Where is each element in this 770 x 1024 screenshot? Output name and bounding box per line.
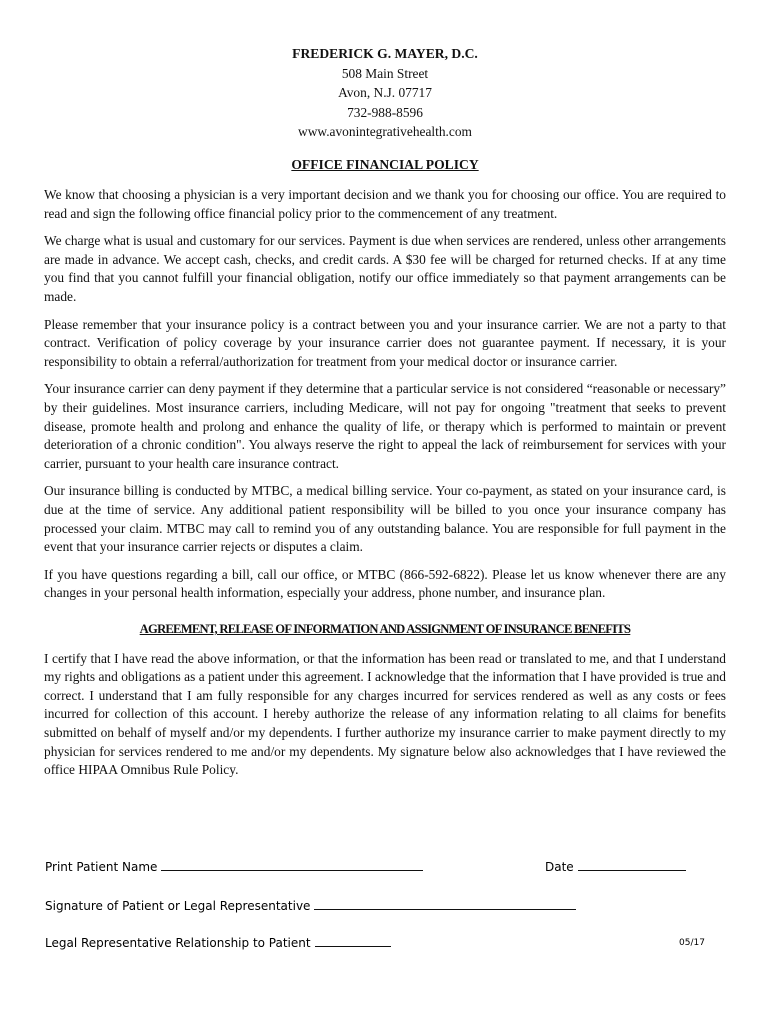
relationship-line[interactable]	[315, 934, 391, 947]
policy-title: OFFICE FINANCIAL POLICY	[291, 156, 479, 172]
date-line[interactable]	[578, 858, 686, 871]
policy-paragraph-5: Our insurance billing is conducted by MTBC, a medical billing service. Your co-payment, as stated on your insurance card, is due at the time of service. Any additional patient responsibility will be billed to you once your insurance company has processed your claim. MTBC may call to remind you of any outstanding balance. You are responsible for full payment in the event that your insurance carrier rejects or disputes a claim.	[44, 483, 726, 555]
website: www.avonintegrativehealth.com	[298, 124, 472, 139]
street-address: 508 Main Street	[341, 65, 429, 81]
policy-paragraph-4: Your insurance carrier can deny payment if they determine that a particular service is not considered “reasonable or necessary” by their guidelines. Most insurance carriers, including Medicare, will not pay for ongoing "treatment that seeks to prevent disease, promote health and prolong and enhance the quality of life, or therapy which is performed to maintain or prevent deterioration of a chronic condition". You always reserve the right to appeal the lack of reimbursement for services with your carrier, pursuant to your health care insurance contract.	[44, 381, 726, 471]
revision-code: 05/17	[679, 938, 705, 948]
policy-paragraph-2: We charge what is usual and customary for our services. Payment is due when services are rendered, unless other arrangements are made in advance. We accept cash, checks, and credit cards. A $30 fee will be charged for returned checks. If at any time you find that you cannot fulfill your financial obligation, notify our office immediately so that payment arrangements can be made.	[44, 233, 726, 305]
signature-label: Signature of Patient or Legal Representative	[45, 899, 311, 913]
letterhead	[44, 44, 726, 142]
print-name-field[interactable]	[45, 858, 423, 874]
print-name-line[interactable]	[161, 858, 423, 871]
phone-number: 732-988-8596	[347, 104, 423, 120]
signature-line[interactable]	[314, 897, 576, 910]
doctor-name: FREDERICK G. MAYER, D.C.	[292, 46, 478, 61]
relationship-field[interactable]	[45, 934, 391, 950]
agreement-title: AGREEMENT, RELEASE OF INFORMATION AND ASSIGNMENT OF INSURANCE BENEFITS	[139, 621, 631, 636]
relationship-label: Legal Representative Relationship to Patient	[45, 936, 311, 950]
city-address: Avon, N.J. 07717	[338, 85, 432, 100]
agreement-paragraph: I certify that I have read the above information, or that the information has been read or translated to me, and that I understand my rights and obligations as a patient under this agreement. I acknowledge that the information that I have provided is true and correct. I understand that I am fully responsible for any charges incurred for services rendered as well as any costs or fees incurred for collection of this account. I hereby authorize the release of any information relating to all claims for benefits submitted on behalf of myself and/or my dependents. I further authorize my insurance carrier to make payment directly to my physician for services rendered to me and/or my dependents. My signature below also acknowledges that I have reviewed the office HIPAA Omnibus Rule Policy.	[44, 650, 726, 778]
date-field[interactable]	[545, 858, 686, 874]
policy-paragraph-3: Please remember that your insurance policy is a contract between you and your insurance carrier. We are not a party to that contract. Verification of policy coverage by your insurance carrier does not guarantee payment. If necessary, it is your responsibility to obtain a referral/authorization for treatment from your medical doctor or insurance carrier.	[44, 316, 726, 369]
signature-field[interactable]	[45, 897, 576, 913]
policy-paragraph-1: We know that choosing a physician is a very important decision and we thank you for choosing our office. You are required to read and sign the following office financial policy prior to the commencement of any treatment.	[44, 187, 726, 221]
policy-paragraph-6: If you have questions regarding a bill, call our office, or MTBC (866-592-6822). Please let us know whenever there are any changes in your personal health information, especially your address, phone number, and insurance plan.	[44, 566, 726, 601]
print-name-label: Print Patient Name	[45, 860, 158, 874]
date-label: Date	[545, 860, 574, 874]
